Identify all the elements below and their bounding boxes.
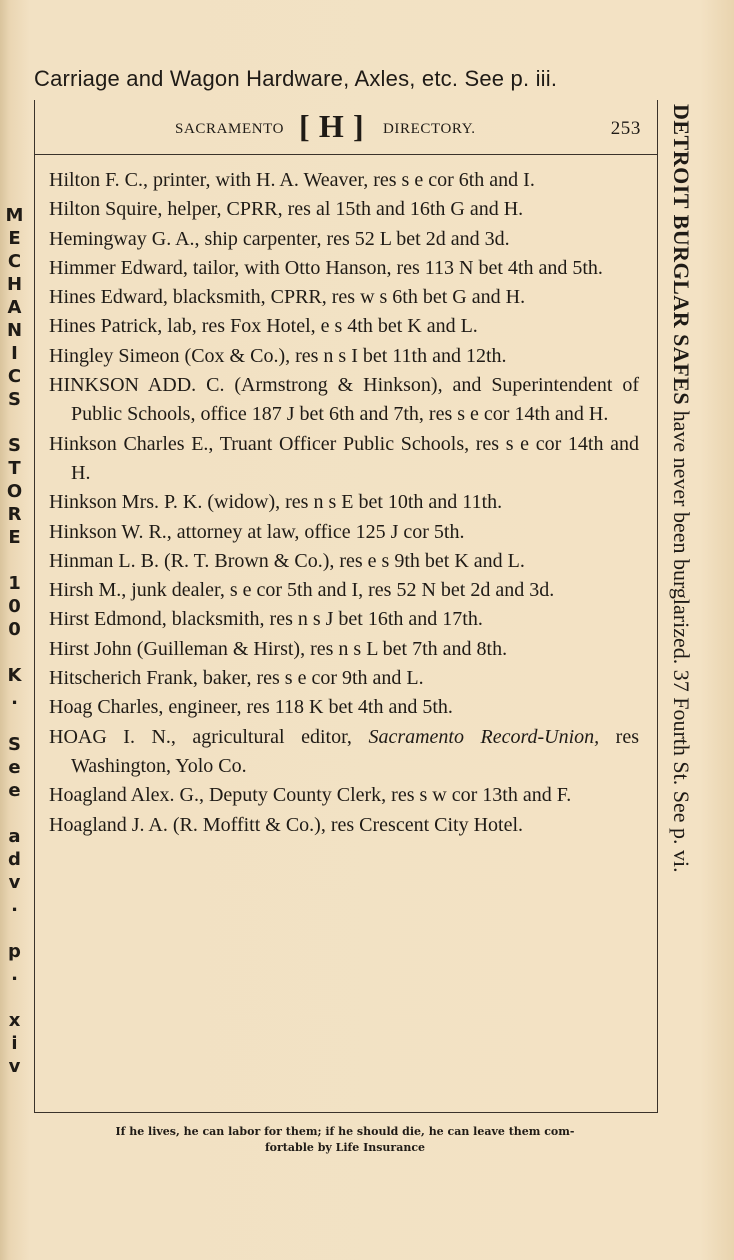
directory-entry: Hines Edward, blacksmith, CPRR, res w s 6th bet G and H. xyxy=(49,286,526,309)
running-head xyxy=(35,108,657,146)
top-advertisement: Carriage and Wagon Hardware, Axles, etc. See p. iii. xyxy=(34,66,558,91)
right-margin-ad-text xyxy=(668,104,694,1114)
directory-entry: Hirst Edmond, blacksmith, res n s J bet 16th and 17th. xyxy=(49,608,483,631)
directory-entry: HINKSON ADD. C. (Armstrong & Hinkson), and Superintendent of Public Schools, office 187 J bet 6th and 7th, res s e cor 14th and H. xyxy=(49,374,639,426)
directory-entry: Hitscherich Frank, baker, res s e cor 9th and L. xyxy=(49,667,424,690)
directory-entry: Hingley Simeon (Cox & Co.), res n s I bet 11th and 12th. xyxy=(49,344,507,367)
directory-entry: Hines Patrick, lab, res Fox Hotel, e s 4th bet K and L. xyxy=(49,315,478,338)
directory-entry-hoag xyxy=(49,723,639,782)
footer-line-1: If he lives, he can labor for them; if he should die, he can leave them com- xyxy=(115,1125,575,1138)
directory-entry: Hilton F. C., printer, with H. A. Weaver, res s e cor 6th and I. xyxy=(49,169,535,191)
footer-line-2: fortable by Life Insurance xyxy=(264,1141,426,1154)
page-number: 253 xyxy=(610,118,641,139)
running-head-letter: [ H ] xyxy=(299,108,365,144)
directory-entry: Hinman L. B. (R. T. Brown & Co.), res e s 9th bet K and L. xyxy=(49,549,525,572)
left-margin-advertisement xyxy=(0,205,34,1079)
directory-entry: Hilton Squire, helper, CPRR, res al 15th and 16th G and H. xyxy=(49,198,524,221)
header-rule xyxy=(35,154,657,155)
directory-entry: Hoagland J. A. (R. Moffitt & Co.), res Crescent City Hotel. xyxy=(49,813,524,836)
directory-entry: Hemingway G. A., ship carpenter, res 52 L bet 2d and 3d. xyxy=(49,227,510,250)
directory-entry: Hirsh M., junk dealer, s e cor 5th and I, res 52 N bet 2d and 3d. xyxy=(49,579,555,602)
running-head-city: SACRAMENTO xyxy=(175,121,285,137)
directory-entry: Hinkson Charles E., Truant Officer Public Schools, res s e cor 14th and H. xyxy=(49,432,639,484)
hoag-entry-end: res Washington, Yolo Co. xyxy=(71,725,639,777)
right-margin-advertisement xyxy=(656,100,706,1112)
directory-entry: Hirst John (Guilleman & Hirst), res n s L bet 7th and 8th. xyxy=(49,637,508,660)
directory-entry: Hinkson W. R., attorney at law, office 125 J cor 5th. xyxy=(49,520,465,543)
page-frame xyxy=(34,100,658,1113)
directory-entry: Hoag Charles, engineer, res 118 K bet 4th and 5th. xyxy=(49,696,453,719)
hoag-entry-start: HOAG I. N., agricultural editor, xyxy=(49,725,369,748)
right-margin-ad-rest: have never been burglarized. 37 Fourth St. See p. vi. xyxy=(669,405,694,873)
directory-entry: Himmer Edward, tailor, with Otto Hanson, res 113 N bet 4th and 5th. xyxy=(49,256,603,279)
hoag-entry-newspaper: Sacramento Record-Union, xyxy=(368,725,600,748)
running-head-title: DIRECTORY. xyxy=(383,121,476,137)
directory-entry: Hinkson Mrs. P. K. (widow), res n s E bet 10th and 11th. xyxy=(49,491,503,514)
footer-insurance-notice xyxy=(34,1124,656,1156)
left-margin-ad-text: MECHANICS STORE 100 K. See adv. p. xiv xyxy=(4,205,25,1079)
directory-entries xyxy=(49,166,639,840)
right-margin-ad-brand: DETROIT BURGLAR SAFES xyxy=(669,104,694,406)
directory-entry: Hoagland Alex. G., Deputy County Clerk, res s w cor 13th and F. xyxy=(49,784,572,807)
